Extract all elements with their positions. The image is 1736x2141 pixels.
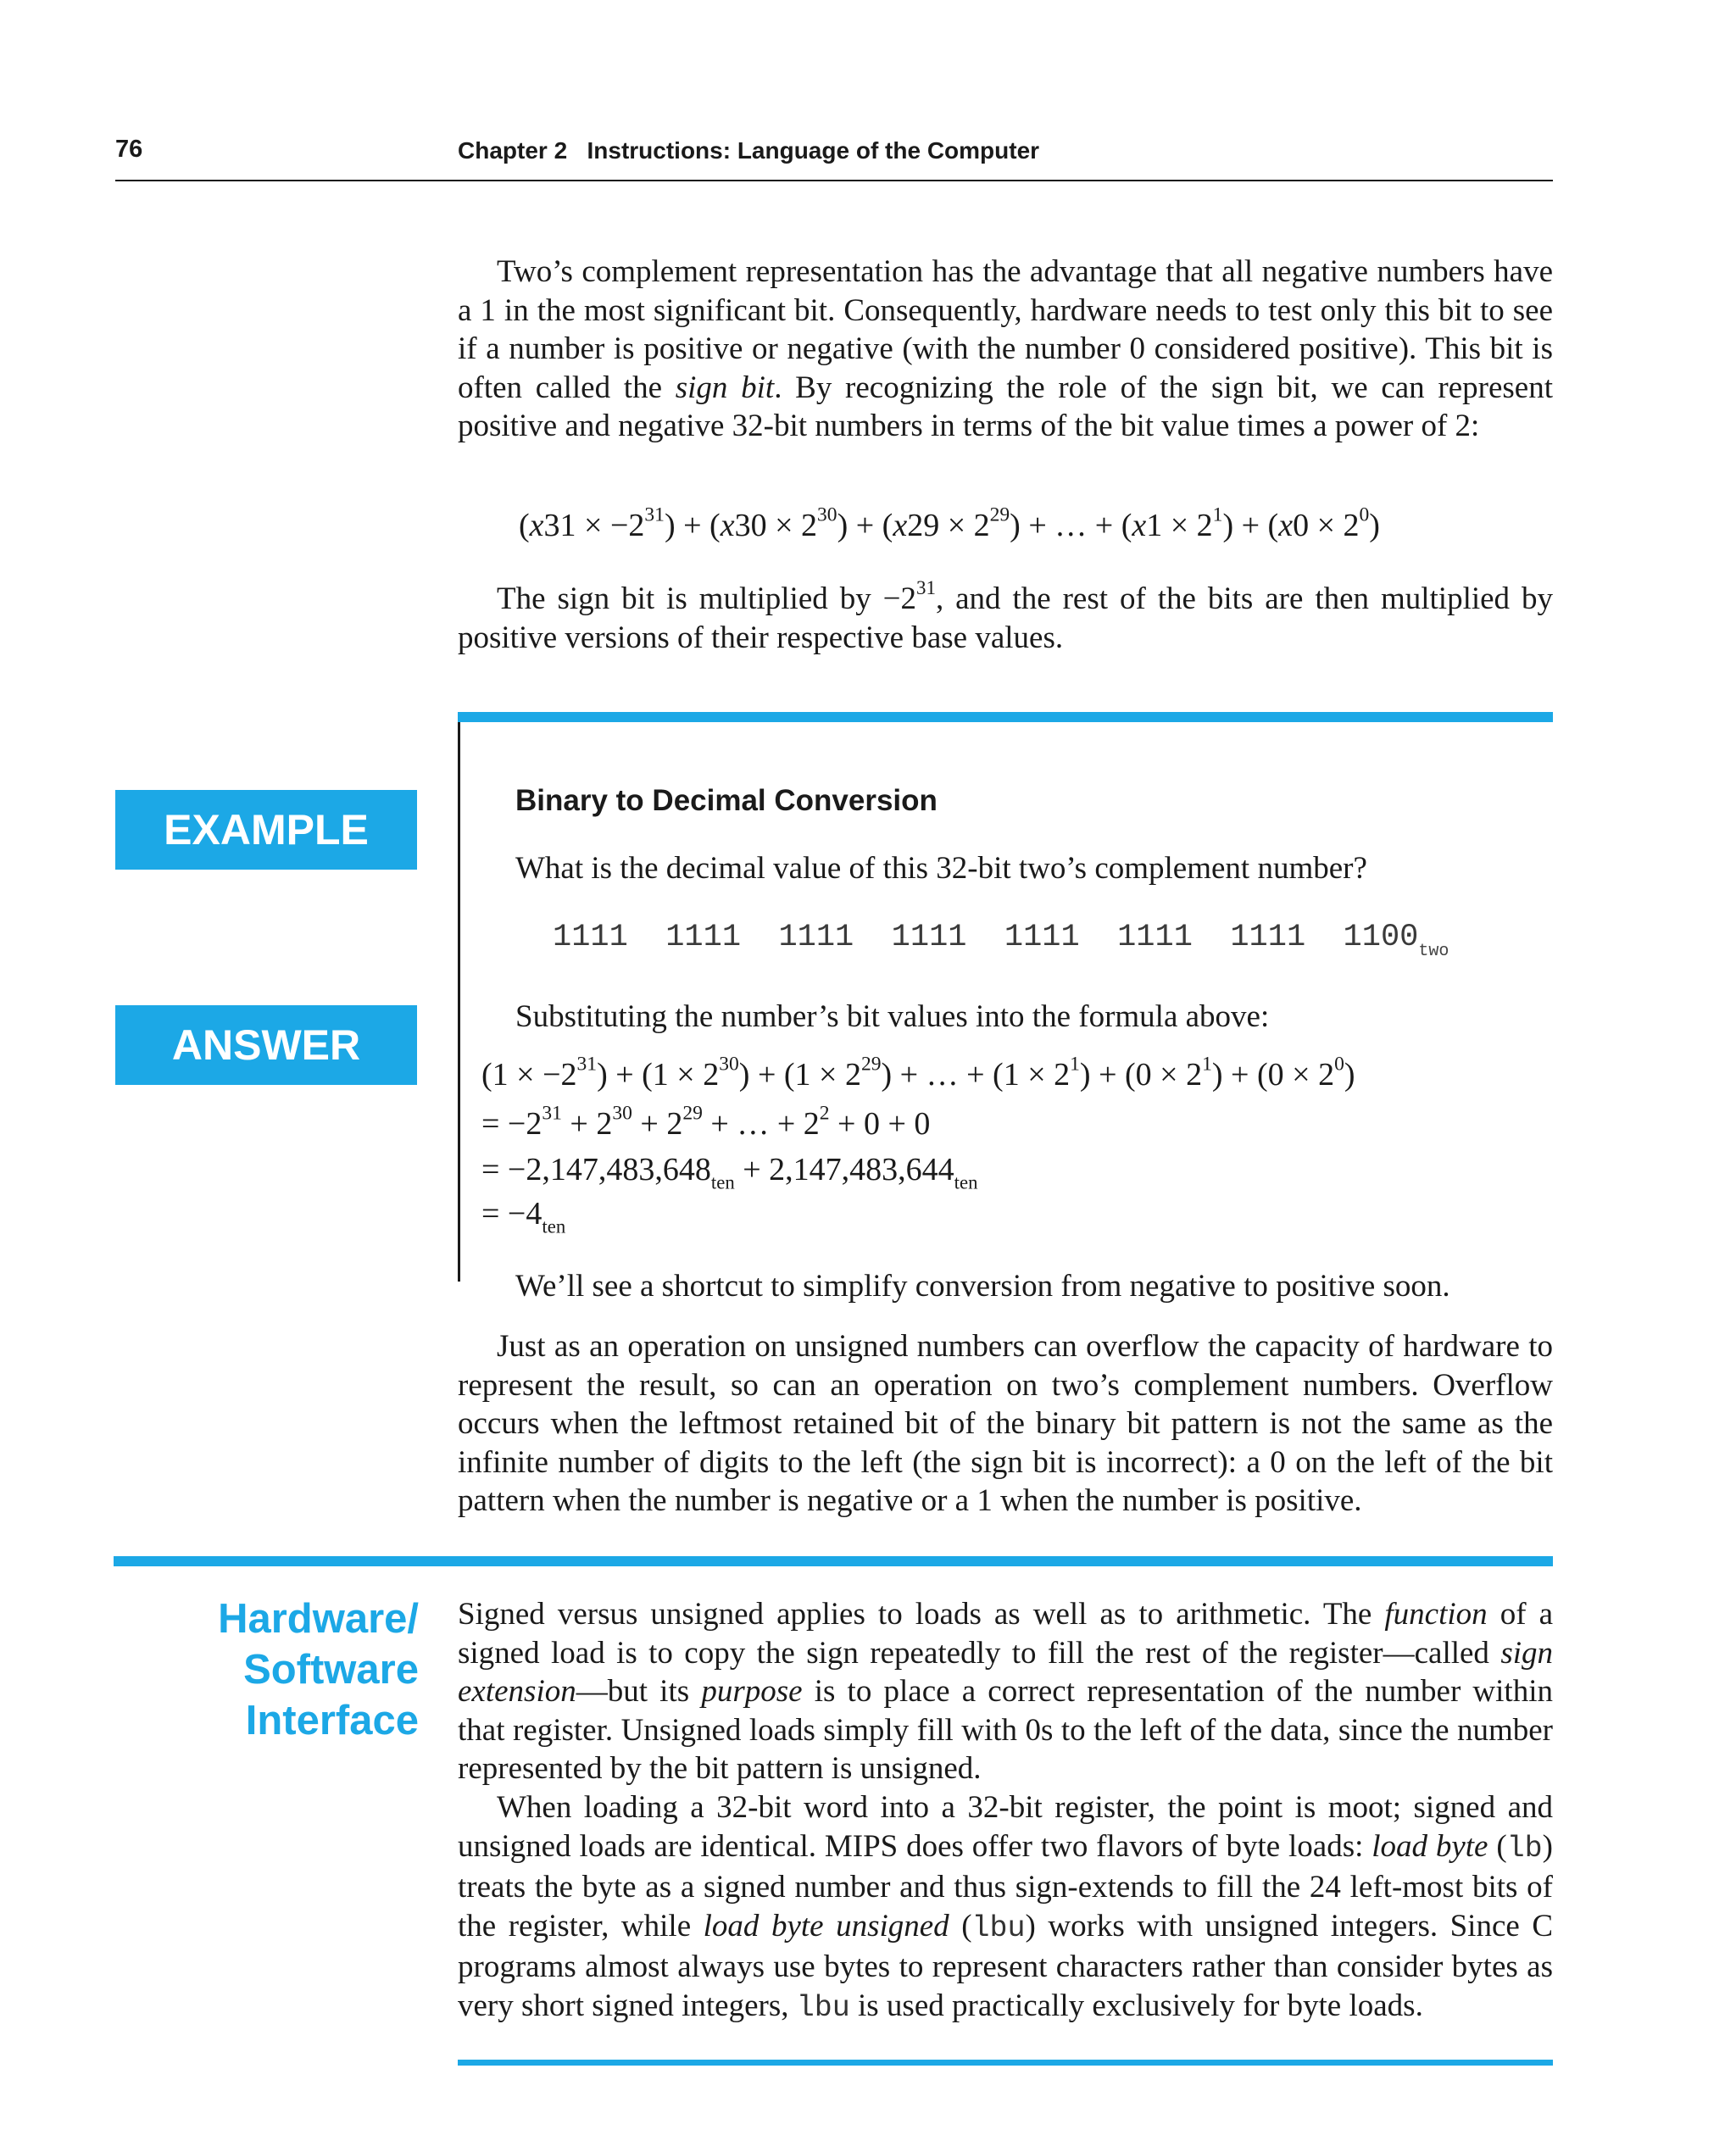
formula-variable: x xyxy=(1132,508,1147,543)
formula-paren: ( xyxy=(882,508,893,543)
answer-label: ANSWER xyxy=(115,1005,417,1085)
answer-term-exponent: 31 xyxy=(576,1053,598,1076)
answer-term-tail: ) + … + xyxy=(881,1057,993,1093)
answer-line-4-base-1: ten xyxy=(542,1215,566,1237)
binary-base-subscript: two xyxy=(1418,942,1449,961)
header-rule xyxy=(115,180,1553,181)
example-side-rule xyxy=(458,722,460,1282)
formula-exponent: 29 xyxy=(989,503,1010,526)
answer-term-base: (0 × 2 xyxy=(1125,1057,1203,1093)
formula-exponent: 0 xyxy=(1359,503,1370,526)
term-function: function xyxy=(1384,1597,1488,1632)
example-title: Binary to Decimal Conversion xyxy=(515,784,938,817)
explanation-exponent: 31 xyxy=(916,576,936,598)
formula-bit-index: 30 xyxy=(734,508,767,543)
hsi-p2-t1: When loading a 32-bit word into a 32-bit register, the point is moot; signed and unsigned loads are identical. MIPS does offer two flavors of byte loads: xyxy=(458,1790,1553,1864)
formula-term xyxy=(519,503,710,543)
example-top-rule xyxy=(458,712,1553,722)
formula-variable: x xyxy=(529,508,544,543)
hsi-p1-t3: —but its xyxy=(576,1674,702,1709)
shortcut-note: We’ll see a shortcut to simplify conversion from negative to positive soon. xyxy=(515,1269,1450,1304)
formula-tail: ) + xyxy=(664,508,710,543)
formula-bit-index: 0 xyxy=(1293,508,1310,543)
formula-paren: ( xyxy=(709,508,721,543)
page-number: 76 xyxy=(115,136,143,163)
formula-bit-index: 29 xyxy=(907,508,940,543)
sign-bit-explanation xyxy=(458,576,1553,657)
formula-exponent: 30 xyxy=(817,503,837,526)
answer-term-base: (1 × 2 xyxy=(993,1057,1071,1093)
formula-tail: ) + … + xyxy=(1010,508,1121,543)
answer-term-tail: ) + xyxy=(1211,1057,1257,1093)
answer-term-tail: ) xyxy=(1344,1057,1355,1093)
intro-text-1: Two’s complement representation has the advantage that all negative numbers have a 1 in the most significant bit. Consequently, hardware needs to test only this bit to see if a number is positive or negative (with the number 0 considered positive). This bit is often called the xyxy=(458,254,1553,405)
hsi-p2-t2: ( xyxy=(1488,1828,1507,1864)
overflow-paragraph: Just as an operation on unsigned numbers can overflow the capacity of hardware to represent the result, so can an operation on two’s complement numbers. Overflow occurs when the leftmost retained bit of the binary bit pattern is not the same as the infinite number of digits to the left (the sign bit is incorrect): a 0 on the left of the bit pattern when the number is negative or a 1 when the number is positive. xyxy=(458,1329,1553,1518)
formula-exponent: 1 xyxy=(1212,503,1223,526)
hsi-p2-t4: ( xyxy=(949,1908,972,1944)
formula-operator: × 2 xyxy=(1309,508,1360,543)
answer-term-tail: + xyxy=(632,1106,667,1142)
hsi-label xyxy=(115,1593,419,1746)
answer-term xyxy=(993,1053,1126,1093)
hsi-p1-t1: Signed versus unsigned applies to loads as well as to arithmetic. The xyxy=(458,1597,1385,1632)
hsi-label-line-3: Interface xyxy=(245,1698,419,1743)
formula-paren: ( xyxy=(1121,508,1132,543)
hsi-p1-t4: is to place a correct representation of the number within that register. Unsigned loads simply fill with 0s to the left of the data, since the number represented by the bit pattern is unsigned. xyxy=(458,1674,1553,1786)
answer-term-base: 2 xyxy=(596,1106,613,1142)
answer-term-base: 2 xyxy=(803,1106,820,1142)
answer-term-tail: + xyxy=(561,1106,597,1142)
answer-term xyxy=(481,1102,597,1142)
hsi-paragraph-1 xyxy=(458,1595,1553,1788)
term-load-byte-unsigned: load byte unsigned xyxy=(703,1908,949,1944)
formula-term xyxy=(709,503,882,543)
formula-bit-index: 1 xyxy=(1146,508,1163,543)
intro-text-2: . By recognizing the role of the sign bit, we can represent positive and negative 32-bit numbers in terms of the bit value times a power of 2: xyxy=(458,370,1553,443)
answer-term-exponent: 31 xyxy=(542,1102,562,1125)
answer-term xyxy=(666,1102,804,1142)
running-head: Chapter 2 Instructions: Language of the Computer xyxy=(458,137,1040,164)
answer-term-base: (1 × −2 xyxy=(481,1057,577,1093)
answer-term-base: (1 × 2 xyxy=(642,1057,720,1093)
formula-paren: ( xyxy=(1267,508,1279,543)
hsi-paragraph-2 xyxy=(458,1788,1553,2027)
answer-intro: Substituting the number’s bit values into the formula above: xyxy=(515,999,1270,1034)
answer-term xyxy=(803,1102,931,1142)
answer-line-4-part-1: = −4 xyxy=(481,1196,542,1232)
answer-term-tail: ) + xyxy=(1079,1057,1126,1093)
explanation-text-2: , and the rest of the bits are then multiplied by positive versions of their respective base values. xyxy=(458,581,1553,655)
answer-term-exponent: 1 xyxy=(1070,1053,1080,1076)
answer-line-3-base-1: ten xyxy=(710,1171,735,1193)
formula-operator: × 2 xyxy=(1162,508,1213,543)
answer-term-base: = −2 xyxy=(481,1106,542,1142)
answer-term-tail: ) + xyxy=(597,1057,643,1093)
answer-term-base: (0 × 2 xyxy=(1256,1057,1335,1093)
formula-variable: x xyxy=(720,508,735,543)
answer-term-exponent: 2 xyxy=(819,1102,830,1125)
hsi-p1-t2: of a signed load is to copy the sign repeatedly to fill the rest of the register—called xyxy=(458,1597,1553,1671)
term-sign-extension: sign extension xyxy=(458,1635,1553,1709)
answer-term xyxy=(1125,1053,1257,1093)
answer-line-2 xyxy=(481,1102,931,1143)
hsi-p2-t5: ) works with unsigned integers. Since C programs almost always use bytes to represent characters rather than consider bytes as very short signed integers, xyxy=(458,1908,1553,2023)
term-load-byte: load byte xyxy=(1372,1828,1488,1864)
answer-term-exponent: 30 xyxy=(719,1053,739,1076)
answer-term xyxy=(481,1053,643,1093)
formula-operator: × 2 xyxy=(939,508,990,543)
sign-bit-formula xyxy=(519,503,1380,544)
answer-term-tail: + 0 + 0 xyxy=(829,1106,931,1142)
hsi-p2-t6: is used practically exclusively for byte loads. xyxy=(849,1988,1423,2023)
answer-line-4 xyxy=(481,1195,566,1237)
term-purpose: purpose xyxy=(701,1674,803,1709)
intro-paragraph xyxy=(458,253,1553,446)
formula-tail: ) + xyxy=(1222,508,1268,543)
hsi-p2-t3: ) treats the byte as a signed number and thus sign-extends to fill the 24 left-most bits of the register, while xyxy=(458,1828,1553,1944)
answer-term-tail: + … + xyxy=(702,1106,804,1142)
answer-term-base: (1 × 2 xyxy=(783,1057,861,1093)
formula-term xyxy=(882,503,1121,543)
answer-term xyxy=(642,1053,784,1093)
code-lb: lb xyxy=(1506,1831,1543,1866)
example-question: What is the decimal value of this 32-bit two’s complement number? xyxy=(515,851,1367,886)
answer-line-3-part-1: = −2,147,483,648 xyxy=(481,1152,711,1187)
formula-tail: ) + xyxy=(837,508,882,543)
formula-tail: ) xyxy=(1369,508,1380,543)
answer-term xyxy=(596,1102,667,1142)
code-lbu: lbu xyxy=(971,1910,1026,1945)
formula-exponent: 31 xyxy=(644,503,665,526)
answer-term-exponent: 29 xyxy=(682,1102,703,1125)
formula-variable: x xyxy=(1278,508,1294,543)
formula-operator: × 2 xyxy=(766,508,818,543)
answer-term-exponent: 29 xyxy=(860,1053,882,1076)
formula-term xyxy=(1121,503,1268,543)
answer-term-exponent: 0 xyxy=(1334,1053,1344,1076)
formula-bit-index: 31 xyxy=(543,508,576,543)
formula-operator: × −2 xyxy=(576,508,645,543)
answer-line-1 xyxy=(481,1053,1355,1093)
answer-term-tail: ) + xyxy=(738,1057,784,1093)
formula-variable: x xyxy=(893,508,908,543)
answer-line-3 xyxy=(481,1151,978,1193)
answer-term xyxy=(1256,1053,1355,1093)
binary-digits: 1111 1111 1111 1111 1111 1111 1111 1100 xyxy=(553,920,1419,955)
hsi-label-line-2: Software xyxy=(243,1647,419,1693)
hsi-top-rule xyxy=(114,1556,1553,1566)
hsi-bottom-rule xyxy=(458,2060,1553,2066)
formula-paren: ( xyxy=(519,508,530,543)
explanation-text-1: The sign bit is multiplied by −2 xyxy=(497,581,916,616)
answer-term xyxy=(783,1053,993,1093)
answer-line-3-base-2: ten xyxy=(954,1171,978,1193)
answer-term-base: 2 xyxy=(666,1106,683,1142)
formula-term xyxy=(1267,503,1380,543)
binary-number xyxy=(553,920,1449,961)
answer-term-exponent: 30 xyxy=(612,1102,632,1125)
answer-line-3-part-2: + 2,147,483,644 xyxy=(734,1152,954,1187)
term-sign-bit: sign bit xyxy=(675,370,775,405)
hsi-label-line-1: Hardware/ xyxy=(218,1596,419,1642)
example-label: EXAMPLE xyxy=(115,790,417,870)
code-lbu-2: lbu xyxy=(796,1990,850,2025)
answer-term-exponent: 1 xyxy=(1202,1053,1212,1076)
